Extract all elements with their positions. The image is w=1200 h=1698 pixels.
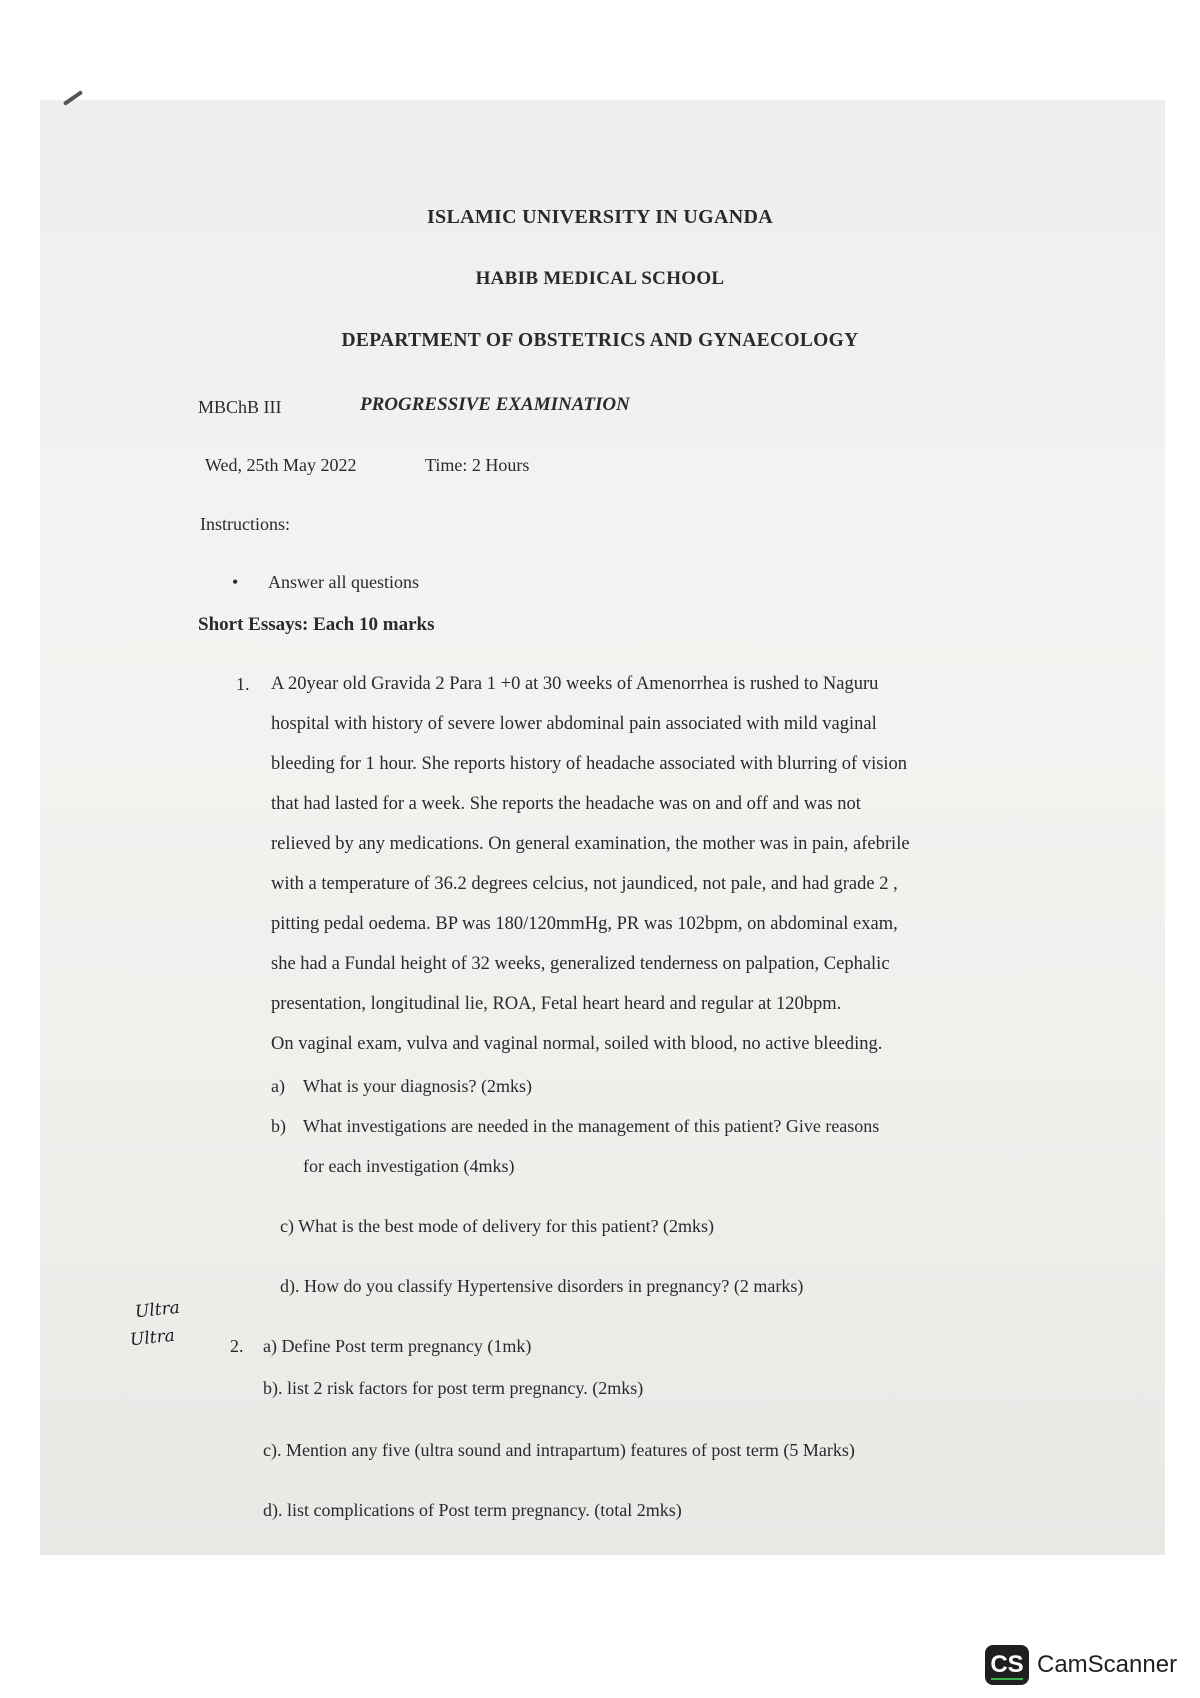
- class-label: MBChB III: [198, 397, 282, 417]
- question-line: with a temperature of 36.2 degrees celcius, not jaundiced, not pale, and had grade 2 ,: [271, 874, 898, 894]
- question-number: 1.: [236, 674, 250, 694]
- subquestion-d: d). list complications of Post term pregnancy. (total 2mks): [263, 1500, 682, 1520]
- margin-note: Ultra: [129, 1325, 176, 1351]
- question-number: 2.: [230, 1336, 244, 1356]
- subquestion-a: What is your diagnosis? (2mks): [303, 1076, 532, 1096]
- exam-date: Wed, 25th May 2022: [205, 455, 357, 475]
- department-name: DEPARTMENT OF OBSTETRICS AND GYNAECOLOGY: [341, 330, 859, 351]
- school-name: HABIB MEDICAL SCHOOL: [475, 268, 725, 289]
- university-name: ISLAMIC UNIVERSITY IN UGANDA: [426, 206, 774, 228]
- question-line: relieved by any medications. On general examination, the mother was in pain, afebrile: [271, 834, 910, 854]
- instruction-text: Answer all questions: [268, 572, 419, 592]
- camscanner-logo-icon: CS: [985, 1645, 1029, 1685]
- bullet: •: [232, 572, 239, 592]
- question-line: presentation, longitudinal lie, ROA, Fetal heart heard and regular at 120bpm.: [271, 994, 842, 1014]
- instructions-label: Instructions:: [200, 514, 290, 534]
- question-line: On vaginal exam, vulva and vaginal normal, soiled with blood, no active bleeding.: [271, 1034, 883, 1054]
- question-line: that had lasted for a week. She reports the headache was on and off and was not: [271, 794, 861, 814]
- exam-paper: [40, 100, 1165, 1555]
- camscanner-label: CamScanner: [1037, 1651, 1178, 1678]
- subquestion-c: c). Mention any five (ultra sound and intrapartum) features of post term (5 Marks): [263, 1440, 855, 1460]
- subquestion-label: b): [271, 1116, 286, 1136]
- camscanner-watermark: [985, 1645, 1177, 1685]
- question-line: hospital with history of severe lower abdominal pain associated with mild vaginal: [271, 714, 877, 734]
- subquestion-label: a): [271, 1076, 285, 1096]
- margin-note: Ultra: [134, 1297, 181, 1323]
- subquestion-d: d). How do you classify Hypertensive disorders in pregnancy? (2 marks): [280, 1276, 804, 1296]
- exam-title: PROGRESSIVE EXAMINATION: [360, 394, 630, 415]
- section-heading: Short Essays: Each 10 marks: [198, 614, 435, 635]
- subquestion-a: a) Define Post term pregnancy (1mk): [263, 1336, 532, 1356]
- subquestion-b-continued: for each investigation (4mks): [303, 1156, 515, 1176]
- question-line: A 20year old Gravida 2 Para 1 +0 at 30 weeks of Amenorrhea is rushed to Naguru: [271, 674, 879, 694]
- subquestion-c: c) What is the best mode of delivery for this patient? (2mks): [280, 1216, 715, 1236]
- question-line: bleeding for 1 hour. She reports history of headache associated with blurring of vision: [271, 754, 908, 774]
- exam-time: Time: 2 Hours: [425, 455, 530, 475]
- subquestion-b: What investigations are needed in the management of this patient? Give reasons: [303, 1116, 880, 1136]
- subquestion-b: b). list 2 risk factors for post term pregnancy. (2mks): [263, 1378, 644, 1398]
- question-line: pitting pedal oedema. BP was 180/120mmHg, PR was 102bpm, on abdominal exam,: [271, 914, 898, 934]
- question-line: she had a Fundal height of 32 weeks, generalized tenderness on palpation, Cephalic: [271, 954, 890, 974]
